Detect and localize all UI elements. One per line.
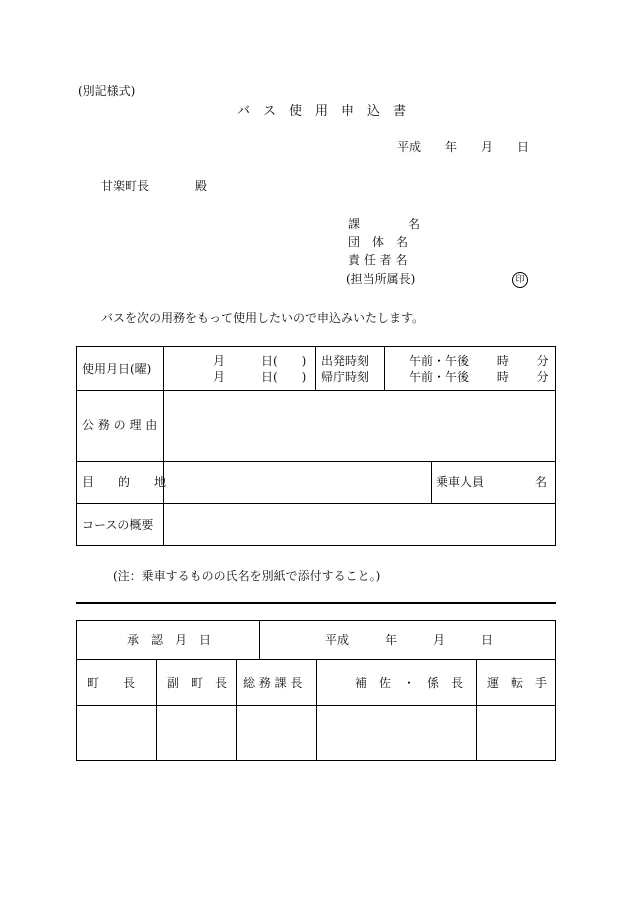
date-slot-1[interactable]: 月 日( ) — [213, 354, 307, 368]
col-header-driver: 運 転 手 — [487, 676, 548, 690]
use-date-label: 使用月日(曜) — [82, 362, 152, 376]
passengers-label: 乗車人員 — [436, 475, 485, 489]
return-time-label: 帰庁時刻 — [321, 370, 370, 384]
col-header-general-affairs: 総 務 課 長 — [243, 676, 303, 690]
stamp-cell-mayor[interactable] — [78, 706, 155, 760]
course-field[interactable] — [164, 504, 555, 545]
col-divider — [431, 461, 432, 503]
return-time-field[interactable]: 午前・午後 時 分 — [409, 370, 549, 384]
dept-label: 課 名 — [348, 217, 421, 231]
seal-mark: 印 — [512, 272, 528, 288]
approval-date-value: 平成 年 月 日 — [325, 633, 494, 647]
depart-time-label: 出発時刻 — [321, 354, 370, 368]
destination-field[interactable] — [164, 462, 430, 502]
contact-label: (担当所属長) — [346, 272, 416, 286]
approval-date-label: 承 認 月 日 — [127, 633, 212, 647]
honorific: 殿 — [195, 179, 208, 193]
course-label: コースの概要 — [82, 518, 154, 532]
document-title: バ ス 使 用 申 込 書 — [237, 104, 407, 119]
stamp-cell-driver[interactable] — [477, 706, 555, 760]
addressee: 甘楽町長 — [101, 179, 150, 193]
intro-text: バスを次の用務をもって使用したいので申込みいたします。 — [101, 311, 425, 325]
stamp-cell-assistant[interactable] — [317, 706, 475, 760]
col-divider — [384, 347, 385, 390]
stamp-cell-general-affairs[interactable] — [237, 706, 315, 760]
stamp-cell-deputy-mayor[interactable] — [157, 706, 235, 760]
destination-label: 目 的 地 — [82, 475, 167, 489]
date-slot-2[interactable]: 月 日( ) — [213, 370, 307, 384]
col-header-mayor: 町 長 — [87, 676, 136, 690]
approval-table — [76, 620, 556, 761]
reason-field[interactable] — [164, 391, 555, 460]
section-separator — [76, 602, 556, 604]
form-tag: (別記様式) — [78, 84, 136, 98]
depart-time-field[interactable]: 午前・午後 時 分 — [409, 354, 549, 368]
col-divider — [259, 621, 260, 659]
passengers-unit: 名 — [535, 475, 548, 489]
reason-label: 公 務 の 理 由 — [82, 418, 158, 432]
application-date: 平成 年 月 日 — [397, 140, 530, 154]
group-label: 団 体 名 — [348, 235, 409, 249]
col-header-assistant: 補 佐 ・ 係 長 — [355, 676, 464, 690]
col-divider — [315, 347, 316, 390]
request-table — [76, 346, 556, 546]
note-text: (注：乗車するものの氏名を別紙で添付すること。) — [113, 569, 381, 583]
responsible-label: 責 任 者 名 — [348, 253, 408, 267]
col-header-deputy-mayor: 副 町 長 — [167, 676, 228, 690]
